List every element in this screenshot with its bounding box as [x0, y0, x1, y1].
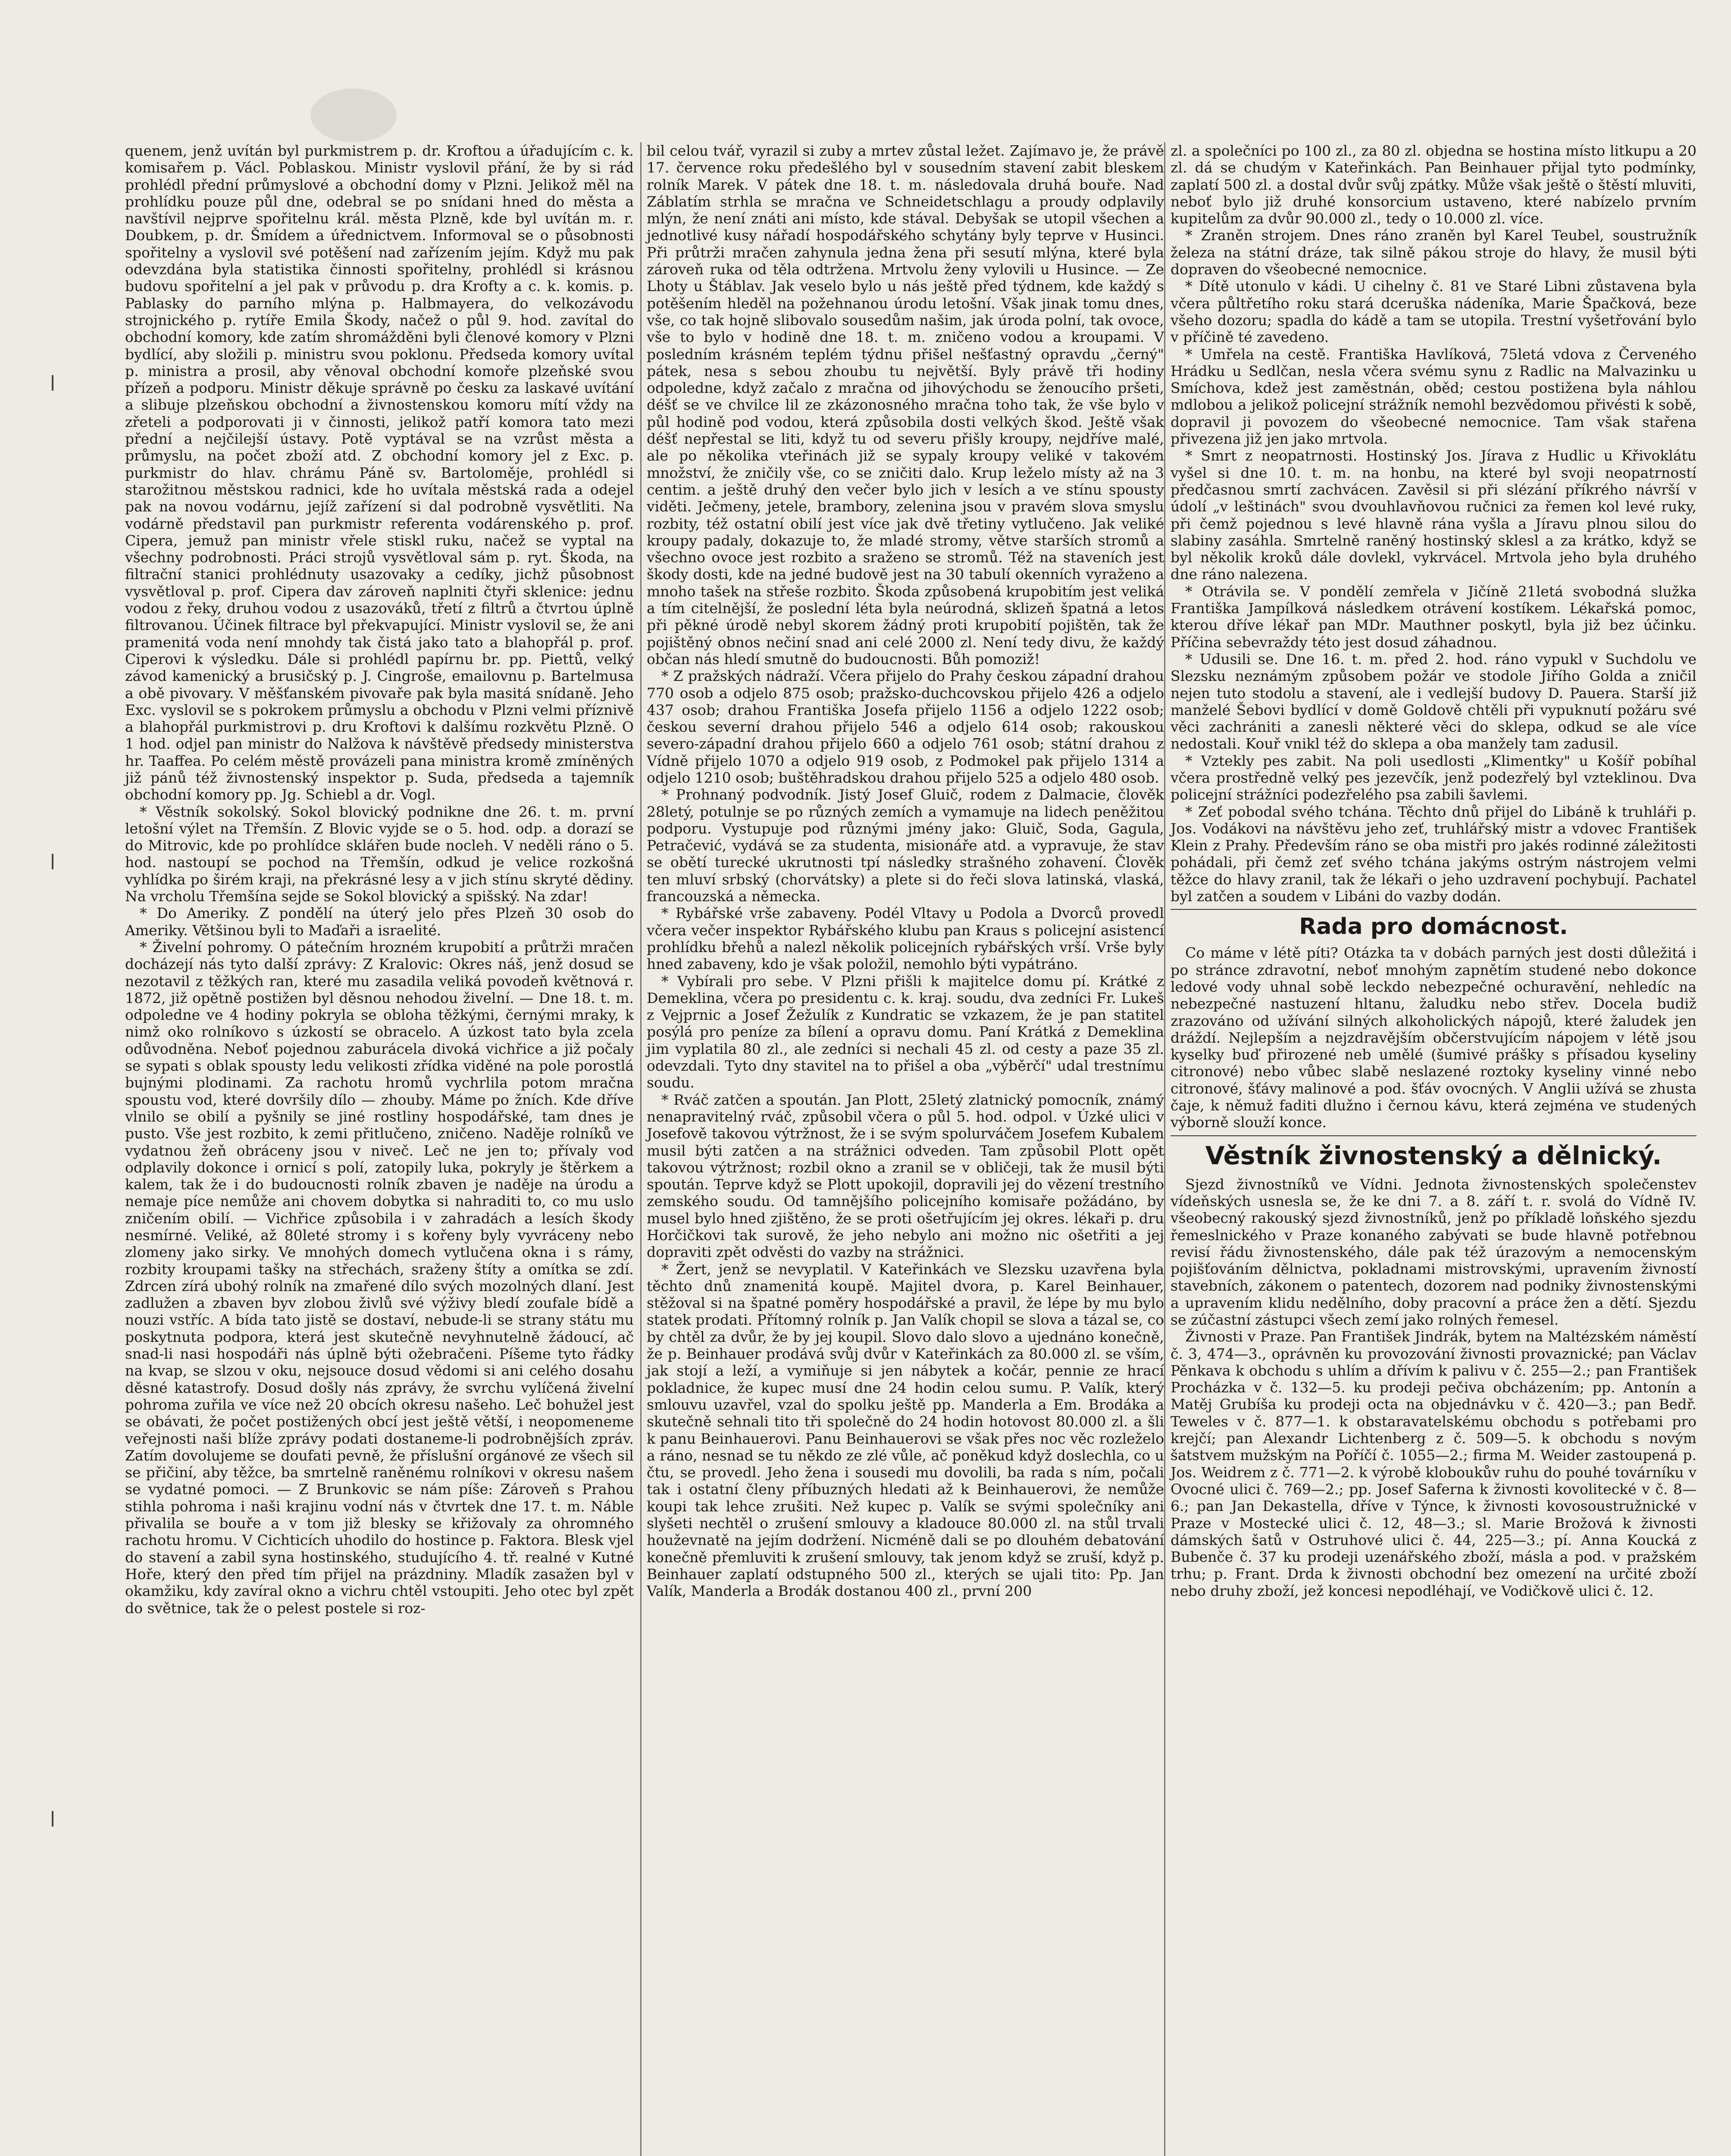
article-prague-stations: * Z pražských nádraží. Včera přijelo do Prahy českou západní drahou 770 osob a odjelo 875 osob; pražsko-duchcovskou přijelo 426 a odjelo 437 osob; drahou Františka Josefa přijelo 1156 a odjelo 1222 osob; českou severní drahou přijelo 546 a odjelo 614 osob; rakouskou severo-západní drahou přijelo 660 a odjelo 761 osob; státní drahou z Vídně přijelo 1070 a odjelo 919 osob, z Podmokel pak přijelo 1314 a odjelo 1210 osob; buštěhradskou drahou přijelo 525 a odjelo 480 osob.	[647, 667, 1164, 786]
faded-stamp-mark	[310, 88, 397, 142]
article-joke-backfired: * Žert, jenž se nevyplatil. V Kateřinkách ve Slezsku uzavřena byla těchto dnů znamenitá koupě. Majitel dvora, p. Karel Beinhauer, stěžoval si na špatné poměry hospodářské a pravil, že lépe by mu bylo statek prodati. Přítomný rolník p. Jan Valík chopil se slova a tázal se, co by chtěl za dvůr, že by jej koupil. Slovo dalo slovo a ujednáno konečně, že p. Beinhauer prodává svůj dvůr v Kateřinkách za 80.000 zl. se vším, jak stojí a leží, a vymiňuje si jen nábytek a kočár, pennie ze hrací pokladnice, že kupec musí dne 24 hodin celou sumu. P. Valík, který smlouvu uzavřel, vzal do spolku ještě pp. Manderla a Em. Brodáka a skutečně sehnali tito tři společně do 24 hodin hotovost 80.000 zl. a šli k panu Beinhauerovi. Panu Beinhauerovi se však přes noc věc rozleželo a ráno, nesnad se tu někdo ze zlé vůle, ač poněkud když doslechla, co u čtu, se provedl. Jeho žena i sousedi mu dovolili, ba rada s ním, počali tak i ostatní členy příbuzných hledati až k Beinhauerovi, že nemůže koupi tak lehce zrušiti. Než kupec p. Valík se svými společníky ani slyšeti nechtěl o zrušení smlouvy a kladouce 80.000 zl. na stůl trvali houževnatě na jejím dodržení. Nicméně dali se po dlouhém debatování konečně přemluviti k zrušení smlouvy, tak jenom když se zruší, když p. Beinhauer zaplatí odstupného 500 zl., kterých se ujali tito: Pp. Jan Valík, Manderla a Brodák dostanou 400 zl., první 200	[647, 1260, 1164, 1600]
article-swindler: * Prohnaný podvodník. Jistý Josef Gluič, rodem z Dalmacie, člověk 28letý, potulnje se po různých zemích a vymamuje na lidech peněžitou podporu. Vystupuje pod různými jmény jako: Gluič, Soda, Gagula, Petračević, vydává se za studenta, misionáře atd. a vypravuje, že stav se obětí turecké ukrutnosti tpí následky strašného zohavení. Člověk ten mluví srbský (chorvátsky) a plete si do řeči slova latinská, vlaská, francouzská a německa.	[647, 786, 1164, 905]
article-fish-traps: * Rybářské vrše zabaveny. Podél Vltavy u Podola a Dvorců provedl včera večer inspektor Rybářského klubu pan Kraus s policejní asistencí prohlídku břehů a nalezl několik policejních rybářských vrší. Vrše byly hned zabaveny, kdo je však položil, nemohlo býti vypátráno.	[647, 905, 1164, 973]
article-child-drowned: * Dítě utonulo v kádi. U cihelny č. 81 ve Staré Libni zůstavena byla včera půltřetího roku stará dceruška nádeníka, Marie Špačková, beze všeho dozoru; spadla do kádě a tam se utopila. Trestní vyšetřování bylo v příčině té zavedeno.	[1171, 278, 1697, 346]
section-heading-household: Rada pro domácnost.	[1171, 909, 1697, 942]
article-minister-visit: quenem, jenž uvítán byl purkmistrem p. dr. Kroftou a úřadujícím c. k. komisařem p. Václ. Poblaskou. Ministr vyslovil přání, že by si rád prohlédl přední průmyslové a obchodní domy v Plzni. Jelikož měl na prohlídku pouze půl dne, odebral se po snídani hned do města a navštívil nejprve spořitelnu král. města Plzně, kde byl uvítán m. r. Doubkem, p. dr. Šmídem a úřednictvem. Informoval se o působnosti spořitelny a vyslovil své potěšení nad zařízením jejím. Když mu pak odevzdána byla statistika činnosti spořitelny, prohlédl si krásnou budovu spořitelní a jel pak v průvodu p. dra Krofty a c. k. komis. p. Pablasky do parního mlýna p. Halbmayera, do velkozávodu strojnického p. rytíře Emila Škody, načež o půl 9. hod. zavítal do obchodní komory, kde zatím shromážděni byli členové komory v Plzni bydlící, aby složili p. ministru svou poklonu. Předseda komory uvítal p. ministra a prosil, aby věnoval obchodní komoře plzeňské svou přízeň a podporu. Ministr děkuje správně po česku za laskavé uvítání a slibuje plzeňskou obchodní a živnostenskou komoru mítí vždy na zřeteli a podporovati ji v činnosti, jelikož patří komora tato mezi přední a nejčilejší ústavy. Potě vyptával se na vzrůst města a průmyslu, na počet zboží atd. Z obchodní komory jel z Exc. p. purkmistr do hlav. chrámu Páně sv. Bartoloměje, prohlédl si starožitnou městskou radnici, kde ho uvítala městská rada a odejel pak na novou vodárnu, jejíž zařízení si dal podrobně vysvětliti. Na vodárně představil pan purkmistr referenta vodárenského p. prof. Cipera, jemuž pan ministr vřele stiskl ruku, načež se vyptal na všechny podrobnosti. Práci strojů vysvětloval sám p. ryt. Škoda, na filtrační stanici prohlédnuty usazovaky a cedíky, jichž působnost vysvětloval p. prof. Cipera dav zároveň naplniti čtyři sklenice: jednu vodou z řeky, druhou vodou z usazováků, třetí z filtrů a čtvrtou úplně filtrovanou. Účinek filtrace byl překvapující. Ministr vyslovil se, že ani pramenitá voda není mnohdy tak čistá jako tato a blahopřál p. prof. Ciperovi k výsledku. Dále si prohlédl papírnu br. pp. Piettů, velký závod kamenický a brusičský p. J. Cingroše, emailovnu p. Bartelmusa a obě pivovary. V měšťanském pivovaře pak byla masitá snídaně. Jeho Exc. vyslovil se s pokrokem průmyslu a obchodu v Plzni velmi příznivě a blahopřál purkmistrovi p. dru Kroftovi k dalšímu rozkvětu Plzně. O 1 hod. odjel pan ministr do Nalžova k návštěvě předsedy ministerstva hr. Taaffea. Po celém městě provázeli pana ministra kromě zmíněných již pánů též živnostenský inspektor p. Suda, předseda a tajemník obchodní komory pp. Jg. Schiebl a dr. Vogl.	[125, 142, 634, 803]
column-2	[647, 142, 1164, 1600]
article-brawler-arrested: * Rváč zatčen a spoután. Jan Plott, 25letý zlatnický pomocník, známý nenapravitelný rváč, způsobil včera o půl 5. hod. odpol. v Úzké ulici v Josefově takovou výtržnost, že i se svým spolurváčem Josefem Kubalem musil býti zatčen a na strážnici odveden. Tam způsobil Plott opět takovou výtržnost; rozbil okno a zranil se v obličeji, tak že musil býti spoután. Teprve když se Plott upokojil, dopravili jej do vězení trestního zemského soudu. Od tamnějšího policejního komisaře požádáno, by musel bylo hned zjištěno, že se proti ošetřujícím jej okres. lékaři p. dru Horčičkovi tak surově, že jeho nebylo ani možno nic ošetřiti a jej dopraviti zpět odvěsti do vazby na strážnici.	[647, 1091, 1164, 1261]
margin-mark	[52, 375, 53, 391]
article-trades-prague: Živnosti v Praze. Pan František Jindrák, bytem na Maltézském náměstí č. 3, 474—3., oprávněn ku provozování živnosti provaznické; pan Václav Pěnkava k obchodu s uhlím a dřívím k palivu v č. 255—2.; pan František Procházka v č. 132—5. ku prodeji pečiva obcházením; pp. Antonín a Matěj Grubíša ku prodeji octa na objednávku v č. 420—3.; pan Bedř. Teweles v č. 877—1. k obstaravatelskému obchodu s potřebami pro krejčí; pan Alexandr Lichtenberg z č. 509—5. k obchodu s novým šatstvem mužským na Poříčí č. 1055—2.; firma M. Weider zastoupená p. Jos. Weidrem z č. 771—2. k výrobě kloboukův ruhu do pouhé továrníku v Ovocné ulici č. 769—2.; pp. Josef Saferna k živnosti kovolitecké v č. 8—6.; pan Jan Dekastella, dříve v Týnce, k živnosti kovosoustružnické v Praze v Mostecké ulici č. 12, 48—3.; sl. Marie Brožová k živnosti dámských šatů v Ostruhové ulici č. 44, 225—3.; pí. Anna Koucká z Bubenče č. 37 ku prodeji uzenářského zboží, másla a pod. v pražském trhu; p. Frant. Drda k živnosti obchodní bez omezení na určité zboží nebo druhy zboží, jež koncesi nepodléhají, ve Vodičkově ulici č. 12.	[1171, 1328, 1697, 1599]
article-disasters-continued: bil celou tvář, vyrazil si zuby a mrtev zůstal ležet. Zajímavo je, že právě 17. července roku předešlého byl v sousedním stavení zabit bleskem rolník Marek. V pátek dne 18. t. m. následovala druhá bouře. Nad Záblatím strhla se mračna ve Schneidetschlagu a proudy odplavily mlýn, že není znáti ani místo, kde stával. Debyšak se utopil všechen a jednotlivé kusy nářadí hospodářského schytány byly teprve v Husinci. Při průtrži mračen zahynula jedna žena při sesutí mlýna, které byla zároveň ruka od těla odtržena. Mrtvolu ženy vylovili u Husince. — Ze Lhoty u Štáblav. Jak veselo bylo u nás ještě před týdnem, kde každý s potěšením hleděl na požehnanou úrodu letošní. Však jinak tomu dnes, vše, co tak hojně slibovalo sousedům našim, jak úroda polní, tak ovoce, vše to bylo v hodině dne 18. t. m. zničeno vodou a kroupami. V posledním krásném teplém týdnu přišel nešťastný opravdu „černý" pátek, nesa s sebou zhoubu tu největší. Byly právě tři hodiny odpoledne, když začalo z mračna od jihovýchodu se ženoucího pršeti, déšť se ve chvilce lil ze zkázonosného mračna toho tak, že vše bylo v půl hodině pod vodou, která způsobila dosti velkých škod. Ještě však déšť nepřestal se liti, když tu od severu přišly kroupy, nejdříve malé, ale po několika vteřinách již se sypaly kroupy veliké v takovém množství, že zničily vše, co se zničiti dalo. Krup leželo místy až na 3 centim. a ještě druhý den večer bylo jich v lesích a ve stínu spousty viděti. Ječmeny, jetele, brambory, zelenina jsou v pravém slova smyslu rozbity, též ostatní obilí jest více jak dvě třetiny vytlučeno. Jak veliké kroupy padaly, dokazuje to, že mladé stromy, větve starších stromů a všechno ovoce jest rozbito a sraženo se stromů. Též na staveních jest škody dosti, kde na jedné budově jest na 30 tabulí okenních vyraženo a mnoho tašek na střeše rozbito. Škoda způsobená krupobitím jest veliká a tím citelnější, že poslední léta byla neúrodná, sklizeň špatná a letos při pěkné úrodě nebyl skorem žádný proti krupobití pojištěn, tak že pojištěný obnos nečiní snad ani celé 2000 zl. Není tedy divu, že každý občan nás hledí smutně do budoucnosti. Bůh pomoziž!	[647, 142, 1164, 667]
column-rule	[1164, 142, 1165, 2156]
article-sokol-news: * Věstník sokolský. Sokol blovický podnikne dne 26. t. m. první letošní výlet na Třemšín. Z Blovic vyjde se o 5. hod. odp. a dorazí se do Mitrovic, kde po prohlídce sklářen bude nocleh. V neděli ráno o 5. hod. nastoupí se pochod na Třemšín, odkud je velice rozkošná vyhlídka po širém kraji, na překrásné lesy a v jich stínu skryté dědiny. Na vrcholu Třemšína sejde se Sokol blovický a spišský. Na zdar!	[125, 803, 634, 905]
article-to-america: * Do Ameriky. Z pondělí na úterý jelo přes Plzeň 30 osob do Ameriky. Většinou byli to Maďaři a israelité.	[125, 905, 634, 939]
article-died-on-way: * Umřela na cestě. Františka Havlíková, 75letá vdova z Červeného Hrádku u Sedlčan, nesla včera svému synu z Radlic na Malvazinku u Smíchova, kdež jest zaměstnán, oběd; cestou postižena byla náhlou mdlobou a jelikož policejní strážník nemohl bezvědomou přivésti k sobě, dopravil ji povozem do všeobecné nemocnice. Tam však stařena přivezena již jen jako mrtvola.	[1171, 345, 1697, 448]
article-death-by-carelessness: * Smrt z neopatrnosti. Hostinský Jos. Jírava z Hudlic u Křivoklátu vyšel si dne 10. t. m. na honbu, na které byl svoji neopatrností předčasnou smrtí zachvácen. Zavěsil si při slézání příkrého návrší v údolí „v leštinách" svou dvouhlavňovou ručnici za řemen kol levé ruky, při čemž pojednou s levé hlavně rána vyšla a Jíravu plnou silou do slabiny zasáhla. Smrtelně raněný hostinský sklesl a za krátko, když se byl několik kroků dále dovlekl, vykrvácel. Mrtvola jeho byla druhého dne ráno nalezena.	[1171, 447, 1697, 583]
article-joke-continued: zl. a společníci po 100 zl., za 80 zl. objedna se hostina místo litkupu a 20 zl. dá se chudým v Kateřinkách. Pan Beinhauer přijal tyto podmínky, zaplatí 500 zl. a dostal dvůr svůj zpátky. Může však ještě o štěstí mluviti, neboť bylo již druhé konsorcium ustaveno, které nabízelo prvním kupitelům za dvůr 90.000 zl., tedy o 10.000 zl. více.	[1171, 142, 1697, 227]
article-rabid-dog: * Vztekly pes zabit. Na poli usedlosti „Klimentky" u Košíř pobíhal včera prostředně velký pes jezevčík, jenž podezřelý byl vzteklinou. Dva policejní strážníci podezřelého psa zabili šavlemi.	[1171, 752, 1697, 803]
article-poisoned: * Otrávila se. V pondělí zemřela v Jičíně 21letá svobodná služka Františka Jampílková následkem otrávení kostíkem. Lékařská pomoc, kterou dříve lékař pan MDr. Mauthner poskytl, byla již bez účinku. Příčina sebevraždy této jest dosud záhadnou.	[1171, 583, 1697, 651]
margin-mark	[52, 854, 53, 869]
column-rule	[640, 142, 642, 2156]
margin-mark	[52, 1811, 53, 1827]
article-trades-congress: Sjezd živnostníků ve Vídni. Jednota živnostenských společenstev vídeňských usnesla se, že ke dni 7. a 8. září t. r. svolá do Vídně IV. všeobecný rakouský sjezd živnostníků, jenž po příkladě loňského sjezdu řemeslnického v Praze konaného zabývati se bude hlavně potřebnou revisí řádu živnostenského, dále pak též úrazovým a nemocenským pojišťováním dělnictva, pokladnami mistrovskými, upravením živností stavebních, zákonem o patentech, dozorem nad podniky živnostenskými a upravením klidu nedělního, doby pracovní a práce žen a dětí. Sjezdu se zúčastní zástupci všech zemí jako rolných řemesel.	[1171, 1175, 1697, 1328]
article-son-in-law-stabbing: * Zeť pobodal svého tchána. Těchto dnů přijel do Libáně k truhláři p. Jos. Vodákovi na návštěvu jeho zeť, truhlářský mistr a vdovec František Klein z Prahy. Především ráno se oba mistři pro jakés rodinné záležitosti pohádali, při čemž zeť svého tchána jakýms ostrým nástrojem velmi těžce do hlavy zranil, tak že lékaři o jeho uzdravení pochybují. Pachatel byl zatčen a soudem v Libáni do vazby dodán.	[1171, 803, 1697, 905]
section-heading-trades: Věstník živnostenský a dělnický.	[1171, 1135, 1697, 1173]
article-collected-for-themselves: * Vybírali pro sebe. V Plzni přišli k majitelce domu pí. Krátké z Demeklina, včera po presidentu c. k. kraj. soudu, dva zedníci Fr. Lukeš z Vejprnic a Josef Žežulík z Kundratic se vzkazem, že je pan statitel posýlá pro peníze za bílení a opravu domu. Paní Krátká z Demeklina jim vyplatila 80 zl., ale zedníci si nechali 45 zl. od cesty a paze 35 zl. odevzdali. Tyto dny stavitel na to přišel a oba „výběrčí" udal trestnímu soudu.	[647, 972, 1164, 1091]
article-injured-by-machine: * Zraněn strojem. Dnes ráno zraněn byl Karel Teubel, soustružník železa na státní dráze, tak silně pákou stroje do hlavy, že musil býti dopraven do všeobecné nemocnice.	[1171, 227, 1697, 278]
article-summer-drinks: Co máme v létě píti? Otázka ta v dobách parných jest dosti důležitá i po stránce zdravotní, neboť mnohým zapnětím studené nebo dokonce ledové vody uhnal sobě leckdo nebezpečné ochuravění, nehledíc na nebezpečné nastuzení hltanu, žaludku nebo střev. Docela budiž zrazováno od užívání silných alkoholických nápojů, které žaludek jen dráždí. Nejlepším a nejzdravějším občerstvujícím nápojem v létě jsou kyselky buď přirozené neb umělé (šumivé prášky s přísadou kyseliny citronové) nebo vůbec slabě neslazené roztoky kyseliny vinné nebo citronové, šťávy malinové a pod. šťáv ovocných. V Anglii užívá se zhusta čaje, k němuž faditi dlužno i černou kávu, která zejména ve studených výborně slouží konce.	[1171, 944, 1697, 1131]
article-suffocated: * Udusili se. Dne 16. t. m. před 2. hod. ráno vypukl v Suchdolu ve Slezsku neznámým způsobem požár ve stodole Jiřího Golda a zničil nejen tuto stodolu a stavení, ale i vedlejší budovy D. Pauera. Starší již manželé Šebovi bydlící v domě Goldově chtěli při vypuknutí požáru své věci zachrániti a zanesli některé věci do sklepa, odkud se ale více nedostali. Kouř vnikl též do sklepa a oba manžely tam zadusil.	[1171, 650, 1697, 752]
column-1	[125, 142, 634, 1617]
column-3	[1171, 142, 1697, 1599]
article-natural-disasters: * Živelní pohromy. O pátečním hrozném krupobití a průtrži mračen docházejí nás tyto další zprávy: Z Kralovic: Okres náš, jenž dosud se nezotavil z těžkých ran, které mu zasadila veliká povodeň květnová r. 1872, již opětně postižen byl děsnou nehodou živelní. — Dne 18. t. m. odpoledne ve 4 hodiny pokryla se obloha těžkými, černými mraky, k nimž oko rolníkovo s úzkostí se obracelo. A úzkost tato byla zcela odůvodněna. Neboť pojednou zaburácela divoká vichřice a již počaly se sypati s oblak spousty ledu velikosti zřídka viděné na pole porostlá bujnými plodinami. Za rachotu hromů vychrlila potom mračna spoustu vod, které dovršily dílo — zhouby. Máme po žních. Kde dříve vlnilo se obilí a pyšnily se jiné rostliny hospodářské, tam dnes je pusto. Vše jest rozbito, k zemi přitlučeno, zničeno. Naděje rolníků ve vydatnou žeň obráceny jsou v niveč. Leč ne jen to; přívaly vod odplavily dokonce i ornicí s polí, zatopily luka, pokryly je štěrkem a kalem, tak že i do budoucnosti rolník zbaven je naděje na úrodu a nemaje píce nemůže ani chovem dobytka si nahraditi to, co mu uslo zničením obilí. — Vichřice způsobila i v zahradách a lesích škody nesmírné. Veliké, až 80leté stromy i s kořeny byly vyvráceny nebo zlomeny jako sirky. Ve mnohých domech vytlučena okna i s rámy, rozbity kroupami tašky na střechách, sraženy štíty a omítka se zdí. Zdrcen zírá ubohý rolník na zmařené dílo svých mozolných dlaní. Jest zadlužen a zbaven byv zlobou živlů své výživy bledí zoufale bídě a nouzi vstříc. A bída tato jistě se dostaví, nebude-li se strany státu mu poskytnuta podpora, která jest skutečně nevyhnutelně žádoucí, ač snad-li nasi hospodáři nás úplně býti ožebračeni. Píšeme tyto řádky na kvap, se slzou v oku, nejsouce dosud vědomi si ani celého dosahu děsné katastrofy. Dosud došly nás zprávy, že svrchu vylíčená živelní pohroma zuřila ve více než 20 obcích okresu našeho. Leč bohužel jest se obávati, že počet postižených obcí jest ještě větší, i neopomeneme veřejnosti naši blíže zprávy podati dostaneme-li podrobnějších zpráv. Zatím dovolujeme se doufati pevně, že příslušní orgánové ze všech sil se přičiní, aby těžce, ba smrtelně raněnému rolníkovi v okresu našem se vydatné pomoci. — Z Brunkovic se nám píše: Zároveň s Prahou stihla pohroma i naši krajinu vodní nás v čtvrtek dne 17. t. m. Náble přivalila se bouře a v tom již blesky se křižovaly za ohromného rachotu hromu. V Cichticích uhodilo do hostince p. Faktora. Blesk vjel do stavení a zabil syna hostinského, studujícího 4. tř. realné v Kutné Hoře, který den před tím přijel na prázdniny. Mladík zasažen byl v okamžiku, kdy zavíral okno a vichru chtěl vstoupiti. Jeho otec byl zpět do světnice, tak že o pelest postele si roz-	[125, 938, 634, 1617]
